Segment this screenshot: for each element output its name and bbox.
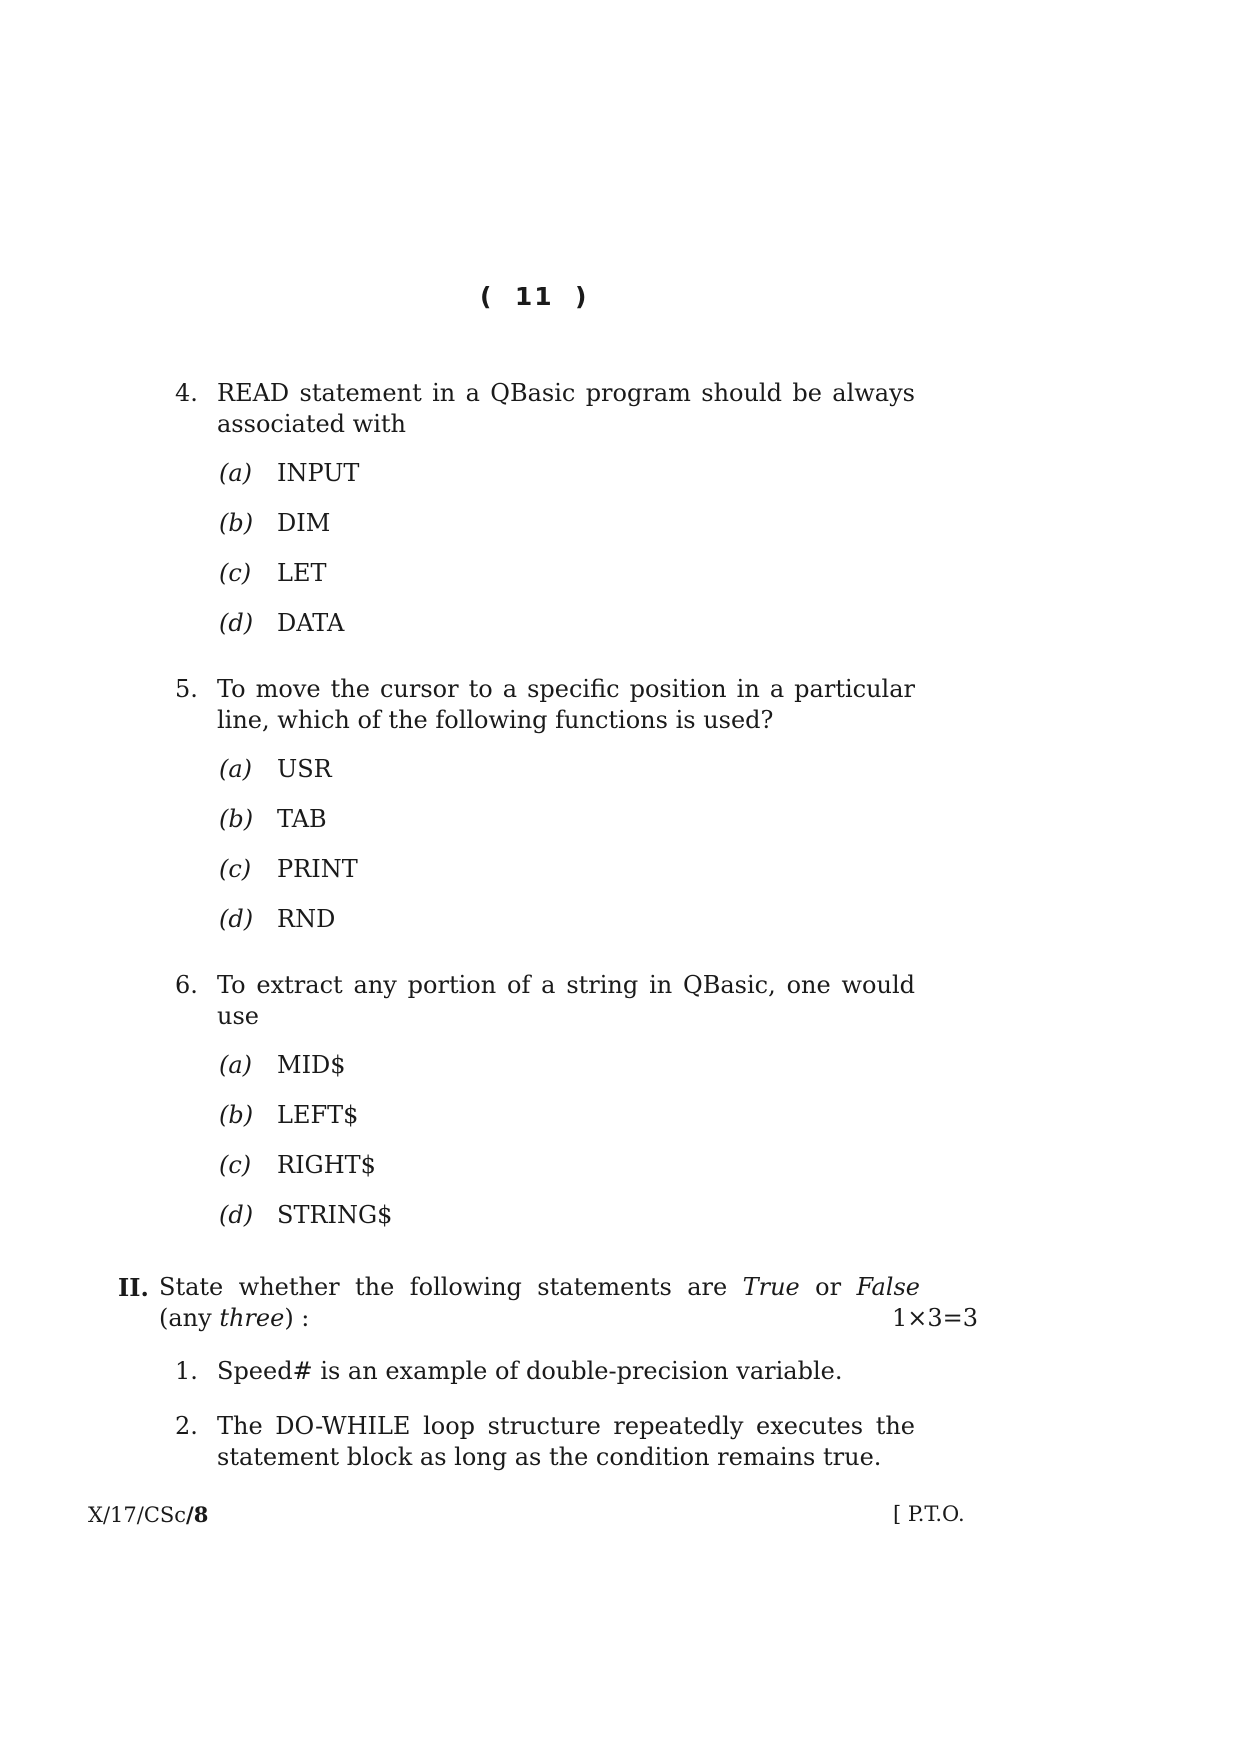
pto-label: [ P.T.O. xyxy=(893,1502,965,1526)
option-4b xyxy=(219,508,330,539)
option-5d xyxy=(219,904,335,935)
option-text: TAB xyxy=(277,805,327,833)
section-number: II. xyxy=(118,1273,149,1302)
three-word: three xyxy=(219,1304,285,1332)
section-instruction xyxy=(159,1272,920,1303)
section-instruction-line2 xyxy=(159,1303,978,1334)
option-text: PRINT xyxy=(277,855,358,883)
option-label: (d) xyxy=(219,905,254,933)
option-6d xyxy=(219,1200,392,1231)
option-6a xyxy=(219,1050,346,1081)
question-number: 6. xyxy=(175,971,198,999)
question-number: 5. xyxy=(175,675,198,703)
question-5 xyxy=(175,674,915,736)
statement-text: Speed# is an example of double-precision variable. xyxy=(217,1357,843,1385)
true-word: True xyxy=(742,1273,800,1301)
instruction-text: (any xyxy=(159,1304,220,1332)
question-text: To move the cursor to a specific position in a particular line, which of the following functions is used? xyxy=(217,675,915,734)
option-label: (a) xyxy=(219,755,253,783)
paper-code-text: X/17/CSc xyxy=(88,1503,187,1527)
section-ii xyxy=(118,1272,978,1334)
option-text: DATA xyxy=(277,609,345,637)
option-4a xyxy=(219,458,359,489)
option-text: RND xyxy=(277,905,336,933)
option-label: (c) xyxy=(219,855,252,883)
option-label: (b) xyxy=(219,805,254,833)
option-label: (c) xyxy=(219,1151,252,1179)
question-4 xyxy=(175,378,915,440)
paper-code xyxy=(88,1502,208,1527)
option-5c xyxy=(219,854,358,885)
question-text: READ statement in a QBasic program should be always associated with xyxy=(217,379,915,438)
option-label: (a) xyxy=(219,1051,253,1079)
option-text: MID$ xyxy=(277,1051,346,1079)
instruction-text: State whether the following statements are xyxy=(159,1273,743,1301)
option-5a xyxy=(219,754,332,785)
option-5b xyxy=(219,804,327,835)
page-number: ( 11 ) xyxy=(480,282,589,311)
option-text: RIGHT$ xyxy=(277,1151,376,1179)
option-label: (b) xyxy=(219,509,254,537)
option-4d xyxy=(219,608,344,639)
statement-2 xyxy=(175,1411,915,1473)
option-text: LEFT$ xyxy=(277,1101,359,1129)
statement-number: 2. xyxy=(175,1412,198,1440)
question-6 xyxy=(175,970,915,1032)
statement-number: 1. xyxy=(175,1357,198,1385)
option-label: (b) xyxy=(219,1101,254,1129)
instruction-text: ) : xyxy=(284,1304,310,1332)
marks: 1×3=3 xyxy=(891,1304,978,1332)
question-number: 4. xyxy=(175,379,198,407)
option-label: (d) xyxy=(219,609,254,637)
option-text: DIM xyxy=(277,509,331,537)
question-text: To extract any portion of a string in QBasic, one would use xyxy=(217,971,915,1030)
statement-1 xyxy=(175,1356,915,1387)
option-6b xyxy=(219,1100,358,1131)
option-text: USR xyxy=(277,755,332,783)
option-text: LET xyxy=(277,559,327,587)
or-word: or xyxy=(799,1273,857,1301)
option-text: INPUT xyxy=(277,459,360,487)
option-label: (c) xyxy=(219,559,252,587)
paper-code-page: /8 xyxy=(186,1502,209,1527)
option-4c xyxy=(219,558,326,589)
statement-text: The DO-WHILE loop structure repeatedly executes the statement block as long as the condition remains true. xyxy=(217,1412,915,1471)
option-text: STRING$ xyxy=(277,1201,393,1229)
option-label: (a) xyxy=(219,459,253,487)
option-label: (d) xyxy=(219,1201,254,1229)
option-6c xyxy=(219,1150,376,1181)
false-word: False xyxy=(856,1273,920,1301)
